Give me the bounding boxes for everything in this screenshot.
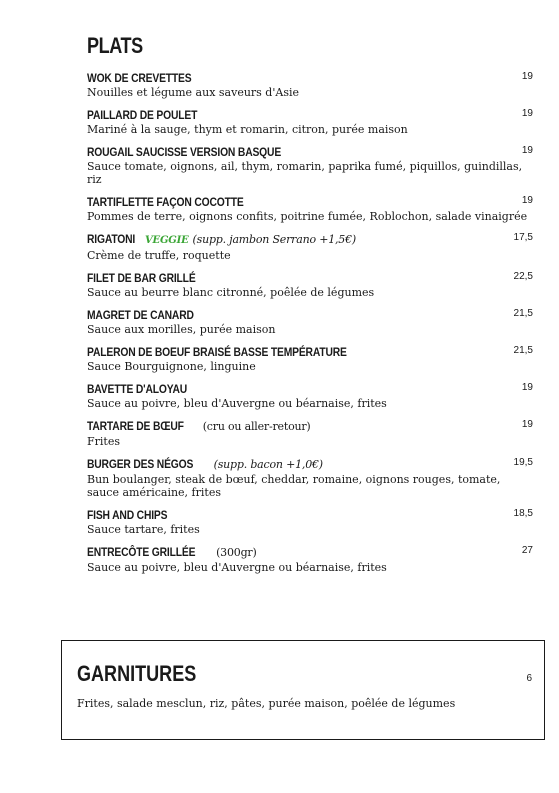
item-name: ROUGAIL SAUCISSE VERSION BASQUE [87, 145, 282, 159]
menu-item [87, 194, 533, 223]
item-name: BURGER DES NÉGOS [87, 457, 194, 471]
item-description: Sauce au poivre, bleu d'Auvergne ou béarnaise, frites [87, 561, 387, 574]
item-name: FILET DE BAR GRILLÉ [87, 271, 196, 285]
item-description: Sauce Bourguignone, linguine [87, 360, 256, 373]
item-name: FISH AND CHIPS [87, 508, 168, 522]
item-name: MAGRET DE CANARD [87, 308, 194, 322]
item-price: 19 [521, 419, 533, 430]
plats-list [87, 70, 533, 582]
menu-item [87, 70, 533, 99]
item-price: 19,5 [513, 457, 533, 468]
item-note: (300gr) [216, 546, 257, 559]
item-name: PAILLARD DE POULET [87, 108, 198, 122]
menu-item [87, 544, 533, 574]
item-name: RIGATONI [87, 232, 136, 246]
item-description: Sauce tomate, oignons, ail, thym, romarin, paprika fumé, piquillos, guindillas, riz [87, 160, 523, 186]
item-name: TARTARE DE BŒUF [87, 419, 184, 433]
garnitures-price: 6 [526, 673, 532, 684]
item-description: Frites [87, 435, 120, 448]
section-title-garnitures: GARNITURES [77, 661, 197, 686]
item-description: Nouilles et légume aux saveurs d'Asie [87, 86, 299, 99]
item-description: Crème de truffe, roquette [87, 249, 231, 262]
item-price: 19 [521, 71, 533, 82]
item-price: 27 [521, 545, 533, 556]
section-title-plats: PLATS [87, 33, 143, 58]
item-price: 19 [521, 108, 533, 119]
item-description: Mariné à la sauge, thym et romarin, citron, purée maison [87, 123, 408, 136]
item-description: Sauce tartare, frites [87, 523, 200, 536]
item-price: 18,5 [513, 508, 533, 519]
menu-item [87, 381, 533, 410]
item-note: (supp. bacon +1,0€) [213, 458, 323, 471]
menu-item [87, 418, 533, 448]
item-description: Sauce au poivre, bleu d'Auvergne ou béarnaise, frites [87, 397, 387, 410]
menu-item [87, 307, 533, 336]
item-description: Bun boulanger, steak de bœuf, cheddar, romaine, oignons rouges, tomate, sauce américaine, frites [87, 473, 501, 499]
garnitures-description: Frites, salade mesclun, riz, pâtes, purée maison, poêlée de légumes [77, 697, 456, 710]
item-name: WOK DE CREVETTES [87, 71, 192, 85]
menu-item [87, 144, 533, 186]
item-description: Sauce aux morilles, purée maison [87, 323, 276, 336]
item-name: BAVETTE D'ALOYAU [87, 382, 188, 396]
item-description: Sauce au beurre blanc citronné, poêlée de légumes [87, 286, 375, 299]
item-name: PALERON DE BOEUF BRAISÉ BASSE TEMPÉRATURE [87, 345, 347, 359]
item-name: TARTIFLETTE FAÇON COCOTTE [87, 195, 244, 209]
menu-item [87, 344, 533, 373]
menu-item [87, 456, 533, 499]
item-description: Pommes de terre, oignons confits, poitrine fumée, Roblochon, salade vinaigrée [87, 210, 528, 223]
item-note: (supp. jambon Serrano +1,5€) [192, 233, 356, 246]
item-price: 19 [521, 382, 533, 393]
veggie-badge: VEGGIE [144, 235, 189, 246]
item-name: ENTRECÔTE GRILLÉE [87, 545, 196, 559]
item-price: 19 [521, 195, 533, 206]
item-note: (cru ou aller-retour) [202, 420, 311, 433]
garnitures-box [61, 640, 545, 740]
menu-item [87, 270, 533, 299]
item-price: 22,5 [513, 271, 533, 282]
item-price: 19 [521, 145, 533, 156]
item-price: 21,5 [513, 308, 533, 319]
menu-item [87, 507, 533, 536]
item-price: 21,5 [513, 345, 533, 356]
menu-item [87, 107, 533, 136]
menu-item [87, 231, 533, 262]
item-price: 17,5 [513, 232, 533, 243]
